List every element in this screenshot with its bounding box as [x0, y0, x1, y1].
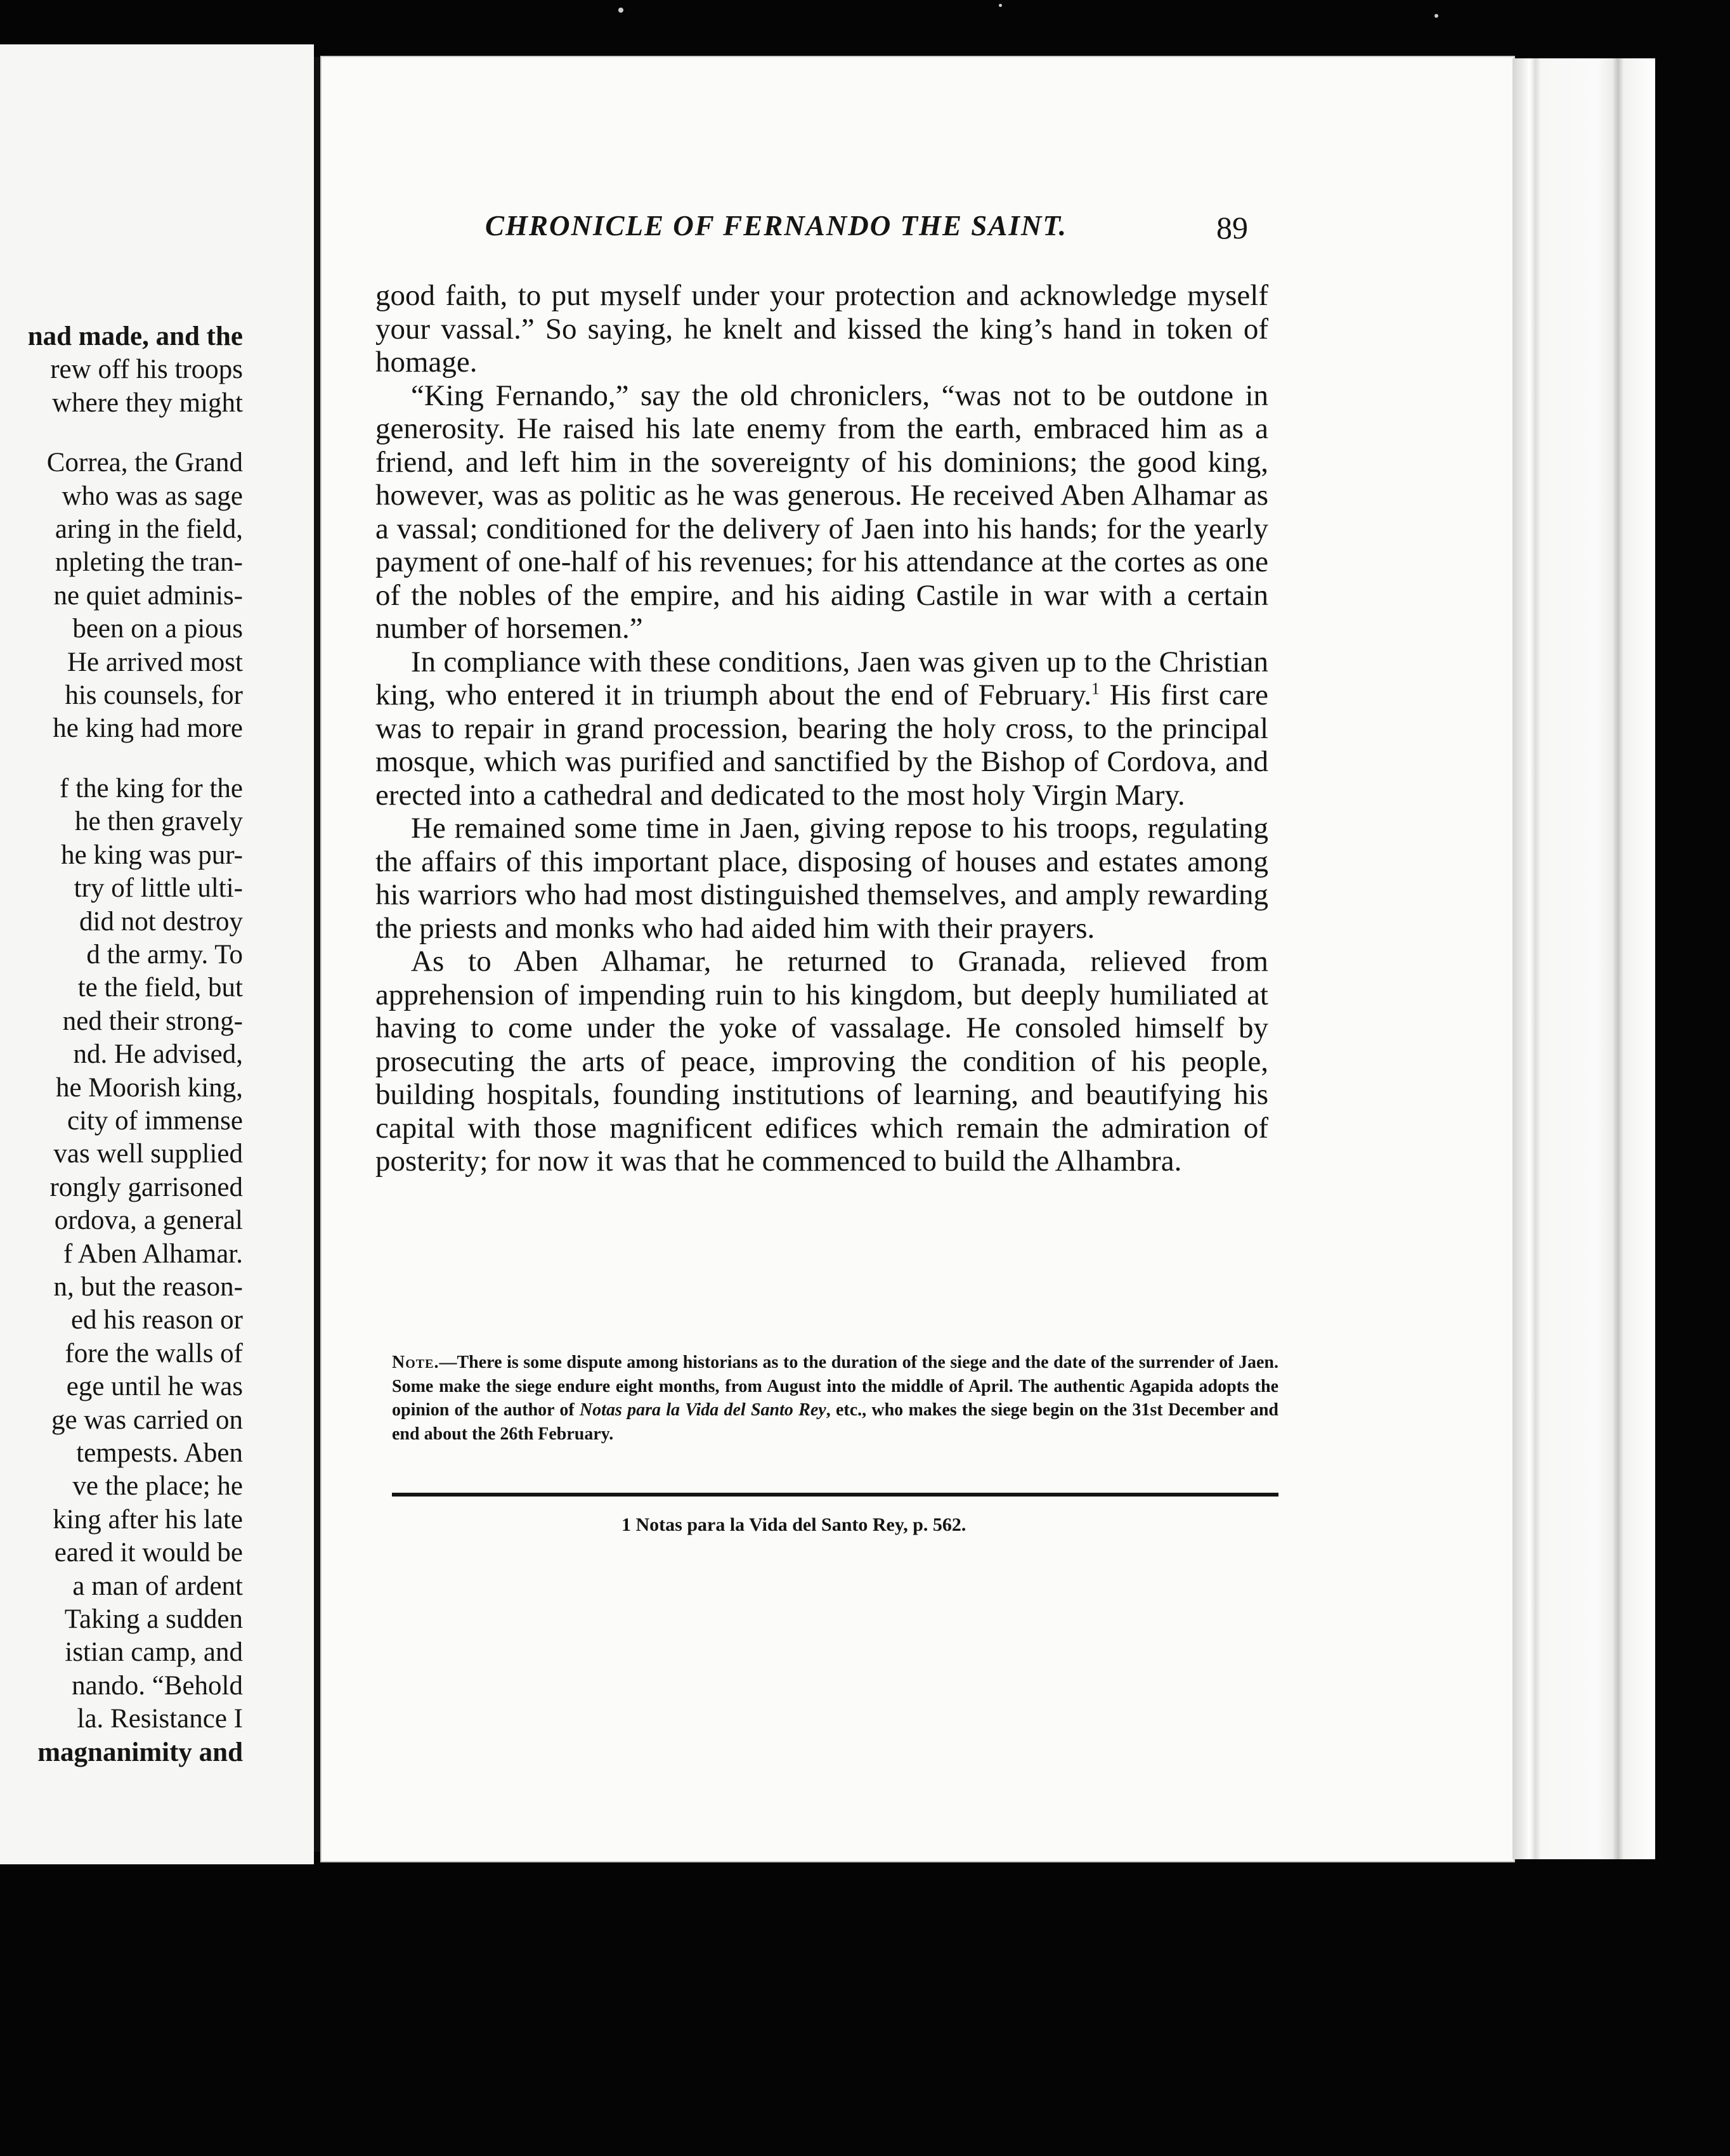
facing-page-line: la. Resistance I	[77, 1704, 243, 1734]
facing-page-line: fore the walls of	[65, 1338, 243, 1368]
facing-page-line: He arrived most	[67, 647, 243, 677]
paragraph: good faith, to put myself under your protection and acknowledge myself your vassal.” So saying, he knelt and kissed the king’s hand in token of homage.	[375, 279, 1268, 379]
facing-page-line: where they might	[52, 387, 243, 418]
facing-page-line: ege until he was	[66, 1372, 243, 1402]
facing-page-line: f the king for the	[60, 773, 243, 803]
facing-page-line: he Moorish king,	[55, 1072, 243, 1103]
facing-page-line: ordova, a general	[54, 1205, 243, 1236]
facing-page-line: nd. He advised,	[73, 1039, 243, 1070]
footnote-mark: 1	[621, 1514, 631, 1535]
facing-page-line: rongly garrisoned	[49, 1172, 243, 1202]
facing-page-line: his counsels, for	[65, 680, 243, 711]
facing-page-line: city of immense	[67, 1105, 243, 1136]
facing-page-line: istian camp, and	[65, 1637, 243, 1668]
facing-page-line: a man of ardent	[72, 1571, 243, 1601]
paragraph	[375, 646, 1268, 812]
facing-page-line: he king was pur-	[61, 840, 243, 870]
facing-page-line: king after his late	[53, 1504, 243, 1535]
facing-page-line: nad made, and the	[27, 321, 243, 351]
paragraph-text: His first care was to repair in grand procession, bearing the holy cross, to the principal mosque, which was purified and sanctified by the Bishop of Cordova, and erected into a cathedral and dedicated to the most holy Virgin Mary.	[375, 679, 1268, 812]
facing-page-line: nando. “Behold	[72, 1670, 243, 1701]
book-gutter	[314, 57, 320, 1852]
scan-speck	[999, 4, 1002, 7]
footnote-rule	[392, 1493, 1278, 1497]
note-text: —There is some dispute among historians as to the duration of the siege and the date of the surrender of Jaen. Some make the siege endure eight months, from August into the middle of April. The authentic Agapida adopts the opinion of the author of	[392, 1353, 1278, 1420]
facing-page-line: Correa, the Grand	[46, 448, 243, 478]
facing-page-text	[28, 320, 243, 1769]
paragraph-text: In compliance with these conditions, Jaen was given up to the Christian king, who entered it in triumph about the end of February.	[375, 645, 1268, 711]
facing-page-line: ge was carried on	[51, 1405, 243, 1435]
paragraph: He remained some time in Jaen, giving repose to his troops, regulating the affairs of this important place, disposing of houses and estates among his warriors who had most distinguished themselves, and amply rewarding the priests and monks who had aided him with their prayers.	[375, 812, 1268, 945]
note-label: Note.	[392, 1353, 439, 1372]
page-body	[375, 279, 1268, 1178]
footnote-text: Notas para la Vida del Santo Rey, p. 562.	[635, 1514, 966, 1535]
facing-page-line: magnanimity and	[37, 1737, 243, 1767]
facing-page-line: ne quiet adminis-	[53, 580, 243, 611]
facing-page-line: vas well supplied	[53, 1139, 243, 1169]
author-note	[392, 1351, 1278, 1446]
running-title: CHRONICLE OF FERNANDO THE SAINT.	[485, 210, 1067, 242]
facing-page-line: eared it would be	[54, 1538, 243, 1568]
facing-page-line: rew off his troops	[50, 354, 243, 385]
paragraph: “King Fernando,” say the old chroniclers, “was not to be outdone in generosity. He raised his late enemy from the earth, embraced him as a friend, and left him in the sovereignty of his dominions; the good king, however, was as politic as he was generous. He received Aben Alhamar as a vassal; conditioned for the delivery of Jaen into his hands; for the yearly payment of one-half of his revenues; for his attendance at the cortes as one of the nobles of the empire, and his aiding Castile in war with a certain number of horsemen.”	[375, 379, 1268, 645]
page-number: 89	[1216, 210, 1248, 245]
facing-page-line: d the army. To	[86, 939, 243, 970]
facing-page-line: n, but the reason-	[53, 1271, 243, 1302]
facing-page-line: ned their strong-	[62, 1006, 243, 1036]
facing-page-line: Taking a sudden	[64, 1604, 243, 1635]
facing-page-line: ve the place; he	[72, 1471, 243, 1502]
facing-page-line: who was as sage	[62, 481, 243, 511]
paragraph: As to Aben Alhamar, he returned to Granada, relieved from apprehension of impending ruin to his kingdom, but deeply humiliated at having to come under the yoke of vassalage. He consoled himself by prosecuting the arts of peace, improving the condition of his people, building hospitals, founding institutions of learning, and beautifying his capital with those magnificent edifices which remain the admiration of posterity; for now it was that he commenced to build the Alhambra.	[375, 945, 1268, 1178]
note-text: , etc., who makes the siege begin on the 31st December and end about the 26th February.	[392, 1400, 1278, 1444]
facing-page-line: tempests. Aben	[76, 1438, 243, 1468]
footnote	[621, 1514, 966, 1536]
footnote-reference: 1	[1091, 679, 1100, 698]
facing-page-line: f Aben Alhamar.	[63, 1238, 243, 1269]
facing-page-line: been on a pious	[72, 614, 243, 644]
page-edges	[1512, 58, 1655, 1859]
facing-page-line: ed his reason or	[70, 1305, 243, 1335]
facing-page-line: npleting the tran-	[55, 547, 243, 578]
note-italic-title: Notas para la Vida del Santo Rey	[579, 1400, 826, 1420]
facing-page-line: te the field, but	[77, 973, 243, 1003]
facing-page-left	[0, 44, 314, 1864]
scan-speck	[1434, 14, 1438, 18]
facing-page-line: aring in the field,	[55, 514, 243, 545]
facing-page-line: try of little ulti-	[74, 873, 243, 904]
facing-page-line: he king had more	[53, 713, 243, 744]
facing-page-line: he then gravely	[74, 807, 243, 837]
facing-page-line: did not destroy	[79, 906, 243, 937]
scan-speck	[618, 8, 623, 13]
